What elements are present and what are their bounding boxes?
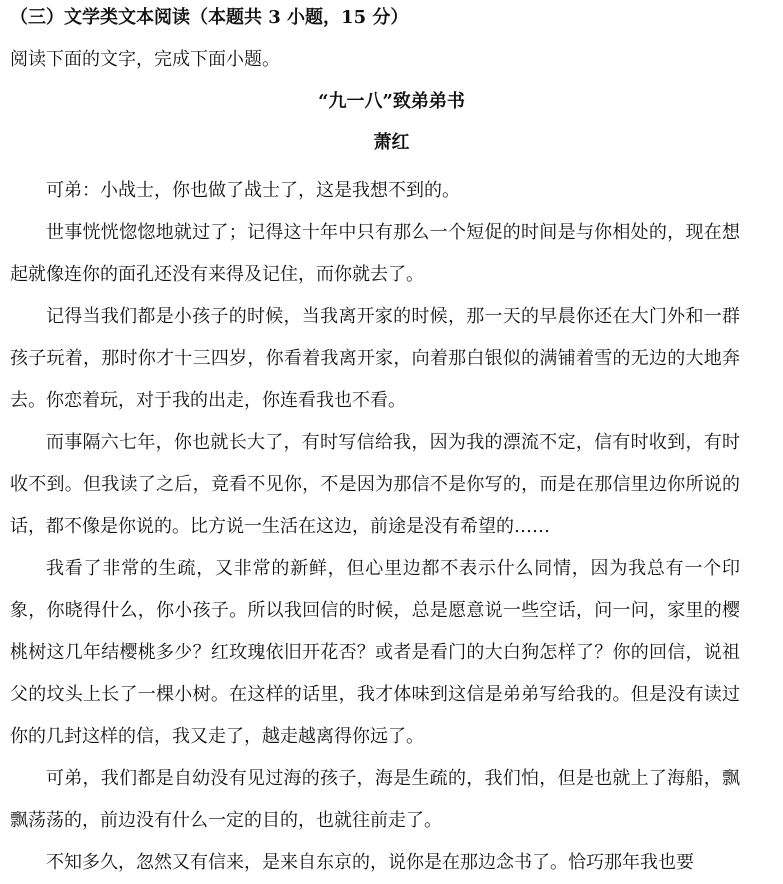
article-author: 萧红 xyxy=(373,132,410,153)
paragraph: 我看了非常的生疏，又非常的新鲜，但心里边都不表示什么同情，因为我总有一个印象，你晓得什么，你小孩子。所以我回信的时候，总是愿意说一些空话，问一问，家里的樱桃树这几年结樱桃多少？红玫瑰依旧开花否？或者是看门的大白狗怎样了？你的回信，说祖父的坟头上长了一棵小树。在这样的话里，我才体味到这信是弟弟写给我的。但是没有读过你的几封这样的信，我又走了，越走越离得你远了。 xyxy=(10,558,740,747)
paragraph: 可弟：小战士，你也做了战士了，这是我想不到的。 xyxy=(46,180,460,201)
reading-instruction: 阅读下面的文字，完成下面小题。 xyxy=(10,49,280,70)
section-heading: （三）文学类文本阅读（本题共 3 小题，15 分） xyxy=(10,7,409,28)
paragraph: 可弟，我们都是自幼没有见过海的孩子，海是生疏的，我们怕，但是也就上了海船，飘飘荡荡的，前边没有什么一定的目的，也就往前走了。 xyxy=(10,768,740,831)
paragraph: 不知多久，忽然又有信来，是来自东京的，说你是在那边念书了。恰巧那年我也要 xyxy=(46,852,694,873)
paragraph: 而事隔六七年，你也就长大了，有时写信给我，因为我的漂流不定，信有时收到，有时收不到。但我读了之后，竟看不见你，不是因为那信不是你写的，而是在那信里边你所说的话，都不像是你说的。比方说一生活在这边，前途是没有希望的…… xyxy=(10,432,740,537)
paragraph: 世事恍恍惚惚地就过了；记得这十年中只有那么一个短促的时间是与你相处的，现在想起就像连你的面孔还没有来得及记住，而你就去了。 xyxy=(10,222,740,285)
article-body xyxy=(10,170,740,884)
article-title: “九一八”致弟弟书 xyxy=(318,91,465,112)
paragraph: 记得当我们都是小孩子的时候，当我离开家的时候，那一天的早晨你还在大门外和一群孩子玩着，那时你才十三四岁，你看着我离开家，向着那白银似的满铺着雪的无边的大地奔去。你恋着玩，对于我的出走，你连看我也不看。 xyxy=(10,306,740,411)
